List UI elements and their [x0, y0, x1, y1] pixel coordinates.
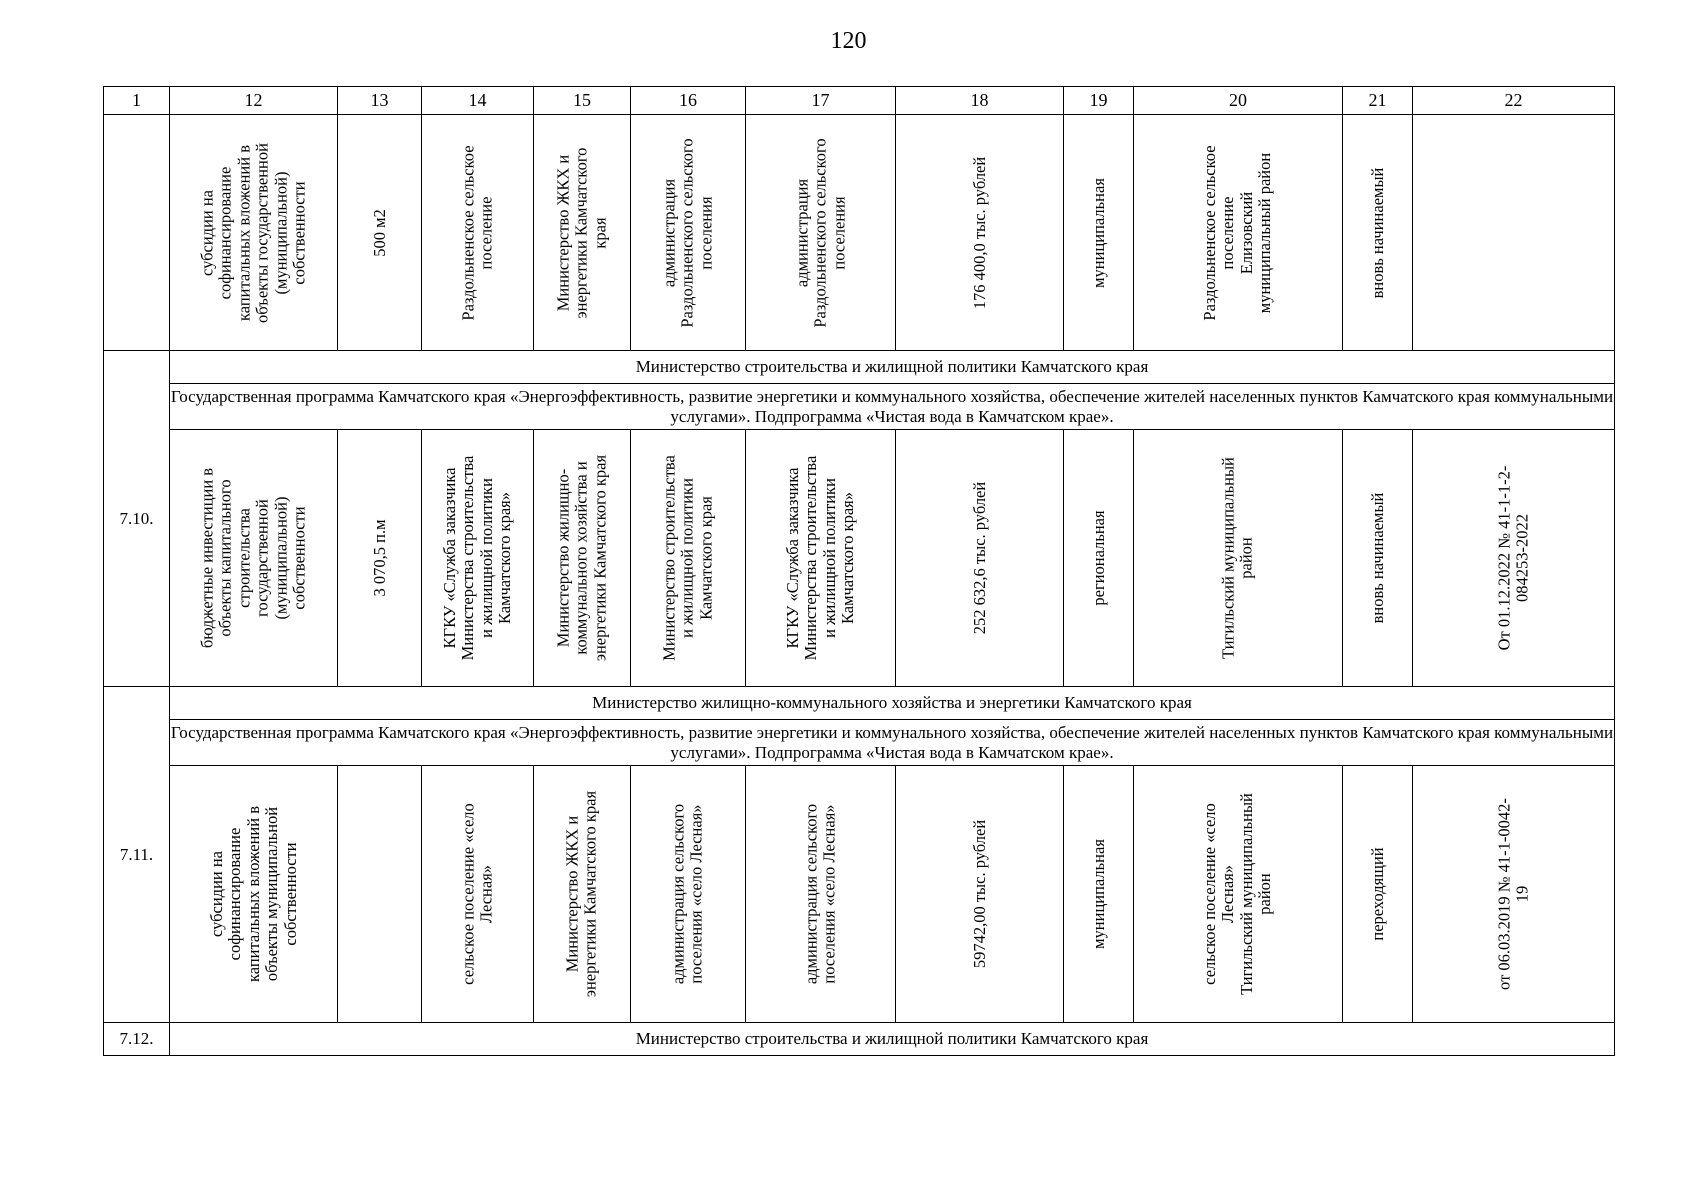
expertise-cell: от 06.03.2019 № 41-1-0042- 19: [1413, 766, 1615, 1023]
header-cell: 14: [422, 87, 534, 115]
location-cell: сельское поселение «село Лесная» Тигильский муниципальный район: [1134, 766, 1343, 1023]
developer-cell: Министерство строительства и жилищной политики Камчатского края: [631, 430, 746, 687]
developer-cell: администрация Раздольненского сельского поселения: [631, 115, 746, 351]
cost-cell: 252 632,6 тыс. рублей: [896, 430, 1064, 687]
capacity-cell: 3 070,5 п.м: [338, 430, 422, 687]
ownership-cell: региональная: [1064, 430, 1134, 687]
header-cell: 21: [1343, 87, 1413, 115]
funding-type-cell: бюджетные инвестиции в объекты капитального строительства государственной (муниципальной) собственности: [170, 430, 338, 687]
developer-cell: администрация сельского поселения «село Лесная»: [631, 766, 746, 1023]
table-row: [104, 720, 1615, 766]
cost-cell: 176 400,0 тыс. рублей: [896, 115, 1064, 351]
header-cell: 16: [631, 87, 746, 115]
capacity-cell: [338, 766, 422, 1023]
program-row: Государственная программа Камчатского края «Энергоэффективность, развитие энергетики и коммунального хозяйства, обеспечение жителей населенных пунктов Камчатского края коммунальными услугами». Подпрограмма «Чистая вода в Камчатском крае».: [170, 384, 1615, 430]
builder-cell: администрация сельского поселения «село Лесная»: [746, 766, 896, 1023]
funding-type-cell: субсидии на софинансирование капитальных вложений в объекты государственной (муниципальной) собственности: [170, 115, 338, 351]
customer-cell: КГКУ «Служба заказчика Министерства строительства и жилищной политики Камчатского края»: [422, 430, 534, 687]
expertise-cell: От 01.12.2022 № 41-1-1-2- 084253-2022: [1413, 430, 1615, 687]
responsible-cell: Министерство ЖКХ и энергетики Камчатского края: [534, 766, 631, 1023]
status-cell: вновь начинаемый: [1343, 430, 1413, 687]
table-row: [104, 766, 1615, 1023]
header-cell: 20: [1134, 87, 1343, 115]
row-number-cell: 7.12.: [104, 1023, 170, 1056]
header-cell: 17: [746, 87, 896, 115]
header-cell: 19: [1064, 87, 1134, 115]
responsible-cell: Министерство ЖКХ и энергетики Камчатского края: [534, 115, 631, 351]
status-cell: вновь начинаемый: [1343, 115, 1413, 351]
page-number: 120: [830, 28, 867, 54]
capacity-cell: 500 м2: [338, 115, 422, 351]
location-cell: Тигильский муниципальный район: [1134, 430, 1343, 687]
ministry-row: Министерство строительства и жилищной политики Камчатского края: [170, 351, 1615, 384]
cost-cell: 59742,00 тыс. рублей: [896, 766, 1064, 1023]
builder-cell: администрация Раздольненского сельского поселения: [746, 115, 896, 351]
document-table: [103, 86, 1615, 1056]
customer-cell: сельское поселение «село Лесная»: [422, 766, 534, 1023]
table-row: [104, 430, 1615, 687]
header-cell: 13: [338, 87, 422, 115]
table-row: [104, 115, 1615, 351]
ministry-row: Министерство жилищно-коммунального хозяйства и энергетики Камчатского края: [170, 687, 1615, 720]
status-cell: переходящий: [1343, 766, 1413, 1023]
location-cell: Раздольненское сельское поселение Елизовский муниципальный район: [1134, 115, 1343, 351]
row-number-cell: [104, 115, 170, 351]
table-row: [104, 1023, 1615, 1056]
table-row: [104, 384, 1615, 430]
header-cell: 22: [1413, 87, 1615, 115]
header-cell: 18: [896, 87, 1064, 115]
responsible-cell: Министерство жилищно- коммунального хозяйства и энергетики Камчатского края: [534, 430, 631, 687]
customer-cell: Раздольненское сельское поселение: [422, 115, 534, 351]
table-row: [104, 351, 1615, 384]
ownership-cell: муниципальная: [1064, 115, 1134, 351]
expertise-cell: [1413, 115, 1615, 351]
header-cell: 15: [534, 87, 631, 115]
header-row: [104, 87, 1615, 115]
table-row: [104, 687, 1615, 720]
program-row: Государственная программа Камчатского края «Энергоэффективность, развитие энергетики и коммунального хозяйства, обеспечение жителей населенных пунктов Камчатского края коммунальными услугами». Подпрограмма «Чистая вода в Камчатском крае».: [170, 720, 1615, 766]
row-number-cell: 7.10.: [104, 351, 170, 687]
header-cell: 12: [170, 87, 338, 115]
builder-cell: КГКУ «Служба заказчика Министерства строительства и жилищной политики Камчатского края»: [746, 430, 896, 687]
funding-type-cell: субсидии на софинансирование капитальных вложений в объекты муниципальной собственности: [170, 766, 338, 1023]
ownership-cell: муниципальная: [1064, 766, 1134, 1023]
header-cell: 1: [104, 87, 170, 115]
row-number-cell: 7.11.: [104, 687, 170, 1023]
ministry-row: Министерство строительства и жилищной политики Камчатского края: [170, 1023, 1615, 1056]
